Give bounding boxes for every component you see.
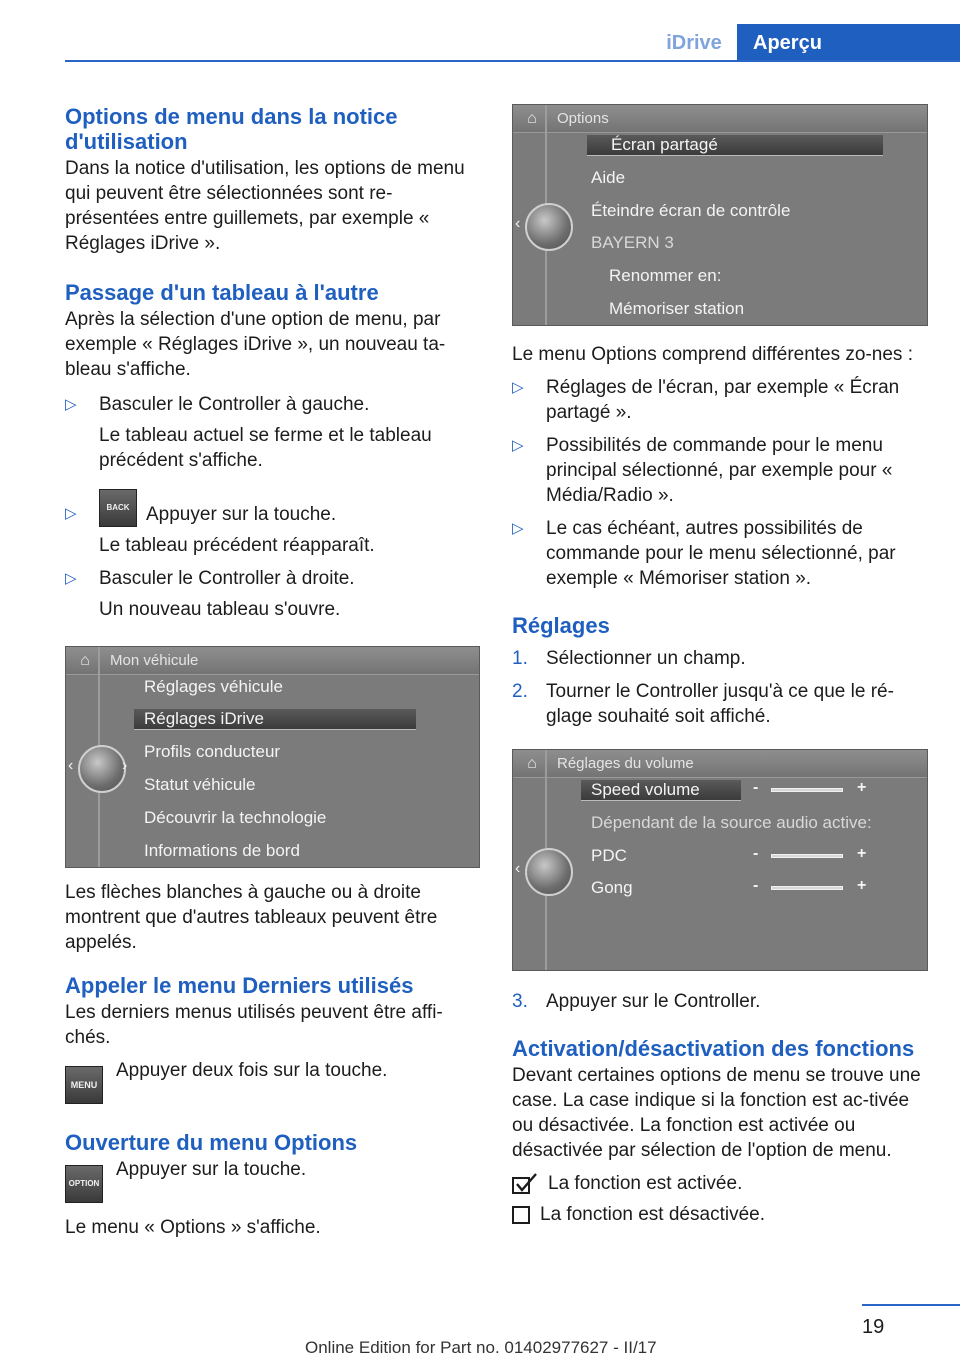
footer-edition: Online Edition for Part no. 01402977627 - II/17 [305, 1338, 657, 1357]
plus-icon: + [857, 779, 867, 796]
bullet-subtext: Le tableau précédent réapparaît. [99, 535, 375, 556]
back-key-icon: BACK [99, 489, 137, 527]
screen-menu-item: Mémoriser station [609, 299, 745, 318]
screen-menu-item-selected: Speed volume [581, 780, 741, 801]
bullet-text: Appuyer sur la touche. [146, 504, 337, 525]
screenshot-mon-vehicule [65, 646, 480, 868]
screen-menu-item: Aide [591, 168, 626, 187]
screen-title: Réglages du volume [557, 755, 694, 772]
numbered-item [512, 989, 930, 1014]
screen-menu-item: Découvrir la technologie [144, 808, 327, 827]
numbered-item [512, 679, 930, 729]
checkbox-unchecked-icon [512, 1206, 530, 1224]
minus-icon: - [753, 779, 759, 796]
screen-menu-item: Éteindre écran de contrôle [591, 201, 791, 220]
paragraph-options-shown: Le menu « Options » s'affiche. [65, 1217, 321, 1238]
screen-title: Mon véhicule [110, 652, 199, 669]
plus-icon: + [857, 877, 867, 894]
right-column [512, 104, 930, 1227]
arrow-left-icon: ‹ [68, 757, 74, 774]
screen-menu-item-selected: Écran partagé [587, 135, 883, 156]
section-title-options-menu: Ouverture du menu Options [65, 1130, 358, 1155]
controller-knob-icon [525, 203, 573, 251]
arrow-right-icon: › [122, 757, 128, 774]
section-title-menu-options: Options de menu dans la notice d'utilisation [65, 104, 398, 154]
list-item [65, 392, 480, 473]
screenshot-options [512, 104, 928, 326]
step-number: 2. [512, 681, 528, 702]
footer-rule [862, 1304, 960, 1306]
checkbox-checked-icon [512, 1173, 538, 1195]
volume-slider [771, 886, 843, 890]
controller-knob-icon [78, 745, 126, 793]
checkbox-checked-text: La fonction est activée. [548, 1173, 743, 1194]
checkbox-unchecked-row [512, 1202, 930, 1227]
step-text: Appuyer sur le Controller. [546, 991, 761, 1012]
step-number: 1. [512, 648, 528, 669]
volume-slider [771, 788, 843, 792]
screen-menu-item: Renommer en: [609, 266, 722, 285]
list-item [512, 516, 930, 591]
list-item [65, 489, 480, 558]
screen-menu-item: Dépendant de la source audio active: [591, 813, 872, 832]
option-key-row [65, 1159, 480, 1203]
page-number: 19 [862, 1316, 885, 1338]
step-text: Sélectionner un champ. [546, 648, 746, 669]
header-rule [65, 60, 960, 62]
screen-menu-item: Statut véhicule [144, 775, 256, 794]
screen-menu-item: Réglages véhicule [144, 677, 283, 696]
paragraph-menu-options: Dans la notice d'utilisation, les options de menu qui peuvent être sélectionnées sont re‐présentées entre guillemets, par exemple « Réglages iDrive ». [65, 158, 465, 254]
list-item [512, 375, 930, 425]
bullet-text: Le cas échéant, autres possibilités de commande pour le menu sélectionné, par exemple « Mémoriser station ». [546, 518, 896, 589]
home-icon: ⌂ [527, 110, 537, 127]
screen-menu-item-selected: Réglages iDrive [134, 709, 416, 730]
bullet-triangle-icon: ▷ [512, 520, 524, 537]
arrow-left-icon: ‹ [515, 860, 521, 877]
plus-icon: + [857, 845, 867, 862]
bullet-text: Réglages de l'écran, par exemple « Écran partagé ». [546, 377, 900, 423]
left-column [65, 102, 480, 1240]
numbered-item [512, 646, 930, 671]
bullet-subtext: Le tableau actuel se ferme et le tableau précédent s'affiche. [99, 425, 432, 471]
bullet-triangle-icon: ▷ [65, 570, 77, 587]
bullet-text: Possibilités de commande pour le menu principal sélectionné, par exemple pour « Média/Radio ». [546, 435, 893, 506]
bullet-triangle-icon: ▷ [65, 396, 77, 413]
screen-menu-item: Informations de bord [144, 841, 300, 860]
controller-knob-icon [525, 848, 573, 896]
arrow-left-icon: ‹ [515, 215, 521, 232]
list-item [65, 566, 480, 622]
screen-menu-item: Gong [591, 878, 633, 897]
section-title-activation: Activation/désactivation des fonctions [512, 1036, 915, 1061]
bullet-text: Basculer le Controller à droite. [99, 568, 355, 589]
option-key-text: Appuyer sur la touche. [116, 1159, 307, 1180]
step-text: Tourner le Controller jusqu'à ce que le ré‐glage souhaité soit affiché. [546, 681, 894, 727]
bullet-triangle-icon: ▷ [512, 437, 524, 454]
header-tab-apercu: Aperçu [737, 24, 960, 62]
section-title-recent-menu: Appeler le menu Derniers utilisés [65, 973, 414, 998]
minus-icon: - [753, 877, 759, 894]
screen-menu-item: BAYERN 3 [591, 233, 674, 252]
section-title-settings: Réglages [512, 613, 610, 638]
menu-key-icon: MENU [65, 1066, 103, 1104]
paragraph-switch-tables: Après la sélection d'une option de menu, par exemple « Réglages iDrive », un nouveau ta‐bleau s'affiche. [65, 309, 446, 380]
screen-menu-item: PDC [591, 846, 627, 865]
page-header [0, 24, 960, 62]
bullet-triangle-icon: ▷ [512, 379, 524, 396]
bullet-triangle-icon: ▷ [65, 505, 77, 522]
volume-slider [771, 854, 843, 858]
paragraph-recent-menu: Les derniers menus utilisés peuvent être affi‐chés. [65, 1002, 443, 1048]
paragraph-arrows: Les flèches blanches à gauche ou à droite montrent que d'autres tableaux peuvent être appelés. [65, 882, 438, 953]
paragraph-activation: Devant certaines options de menu se trouve une case. La case indique si la fonction est ac‐tivée ou désactivée. La fonction est activée ou désactivée par sélection de l'option de menu. [512, 1065, 921, 1161]
section-title-switch-tables: Passage d'un tableau à l'autre [65, 280, 379, 305]
step-number: 3. [512, 991, 528, 1012]
screenshot-volume-settings [512, 749, 928, 971]
header-tab-idrive: iDrive [666, 32, 722, 54]
screen-title: Options [557, 110, 609, 127]
menu-key-row [65, 1060, 480, 1104]
checkbox-checked-row [512, 1171, 930, 1196]
home-icon: ⌂ [527, 755, 537, 772]
minus-icon: - [753, 845, 759, 862]
list-item [512, 433, 930, 508]
home-icon: ⌂ [80, 652, 90, 669]
checkbox-unchecked-text: La fonction est désactivée. [540, 1204, 765, 1225]
option-key-icon: OPTION [65, 1165, 103, 1203]
screen-menu-item: Profils conducteur [144, 742, 281, 761]
bullet-text: Basculer le Controller à gauche. [99, 394, 370, 415]
bullet-subtext: Un nouveau tableau s'ouvre. [99, 599, 341, 620]
paragraph-options-zones: Le menu Options comprend différentes zo‐nes : [512, 344, 913, 365]
menu-key-text: Appuyer deux fois sur la touche. [116, 1060, 388, 1081]
